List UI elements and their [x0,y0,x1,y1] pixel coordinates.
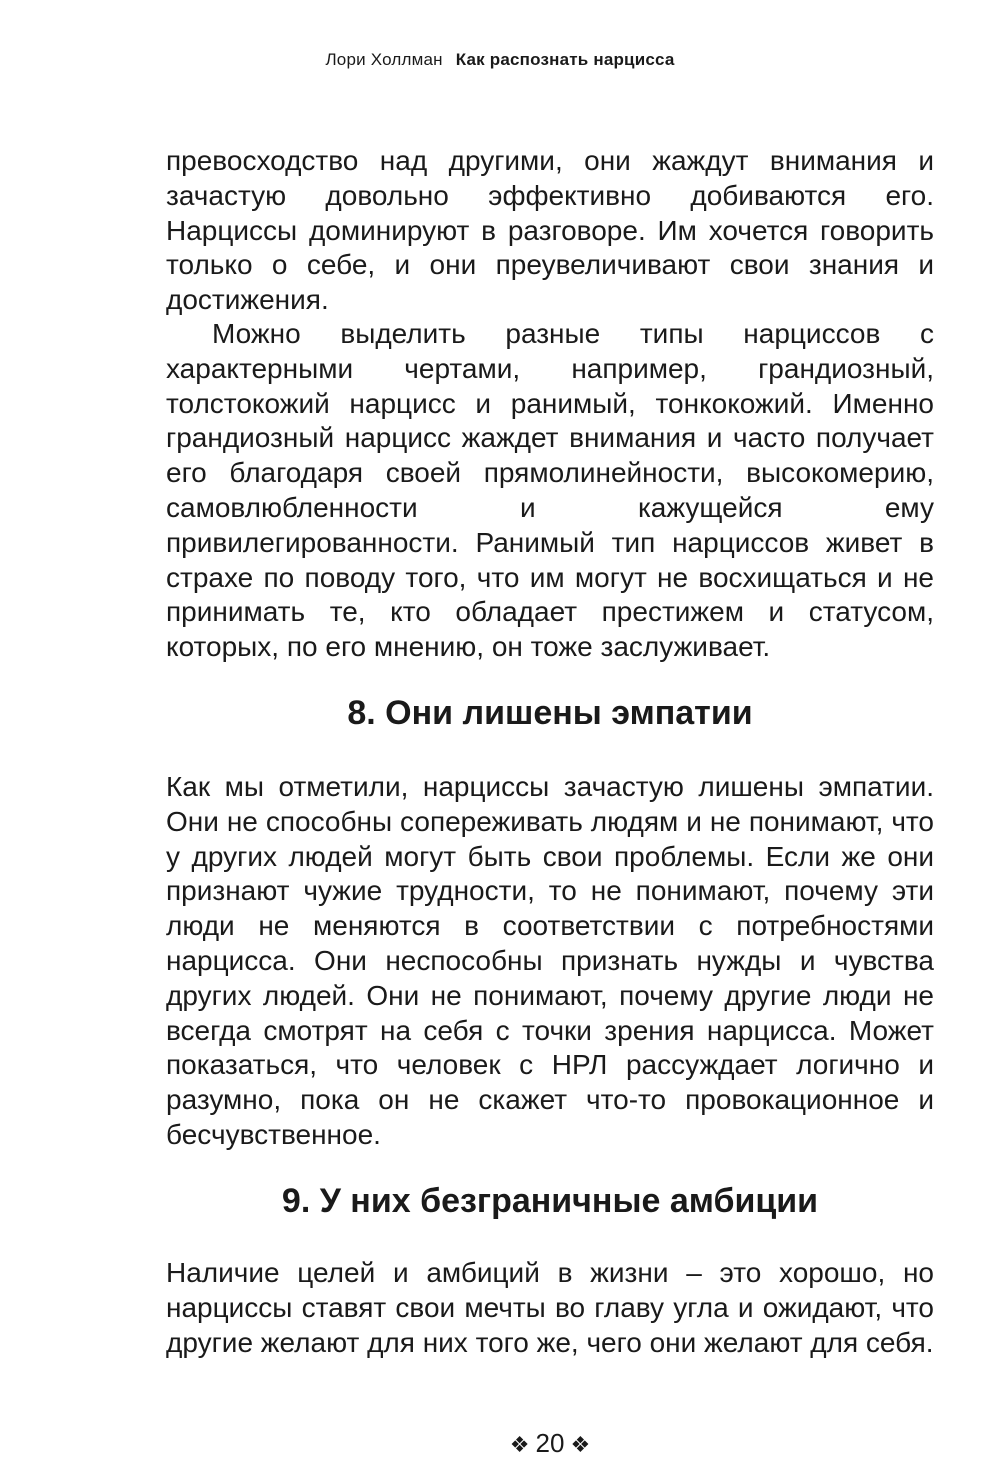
paragraph-empathy: Как мы отметили, нарциссы зачастую лишены эмпатии. Они не способны сопереживать людям и не понимают, что у других людей могут быть свои проблемы. Если же они признают чужие трудности, то не понимают, почему эти люди не меняются в соответствии с потребностями нарцисса. Они неспособны признать нужды и чувства других людей. Они не понимают, почему другие люди не всегда смотрят на себя с точки зрения нарцисса. Может показаться, что человек с НРЛ рассуждает логично и разумно, пока он не скажет что-то провокационное и бесчувственное. [166,771,934,1150]
ornament-left-icon: ❖ [509,1432,530,1457]
paragraph-continuation: превосходство над другими, они жаждут внимания и зачастую довольно эффективно добиваются его. Нарциссы доминируют в разговоре. Им хочется говорить только о себе, и они преувеличивают свои знания и достижения. [166,145,934,316]
section-heading-8: 8. Они лишены эмпатии [347,694,753,732]
page-number: 20 [535,1428,565,1458]
ornament-right-icon: ❖ [570,1432,591,1457]
paragraph-ambitions: Наличие целей и амбиций в жизни – это хорошо, но нарциссы ставят свои мечты во главу угла и ожидают, что другие желают для них того же, чего они желают для себя. [166,1257,934,1358]
page-folio [0,1428,1000,1459]
header-author: Лори Холлман [325,50,443,69]
paragraph-narcissist-types: Можно выделить разные типы нарциссов с характерными чертами, например, грандиозный, толстокожий нарцисс и ранимый, тонкокожий. Именно грандиозный нарцисс жаждет внимания и часто получает его благодаря своей прямолинейности, высокомерию, самовлюбленности и кажущейся ему привилегированности. Ранимый тип нарциссов живет в страхе по поводу того, что им могут не восхищаться и не принимать те, кто обладает престижем и статусом, которых, по его мнению, он тоже заслуживает. [166,318,934,663]
header-book-title: Как распознать нарцисса [455,50,675,69]
running-header [0,50,1000,70]
section-heading-9: 9. У них безграничные амбиции [281,1182,819,1220]
